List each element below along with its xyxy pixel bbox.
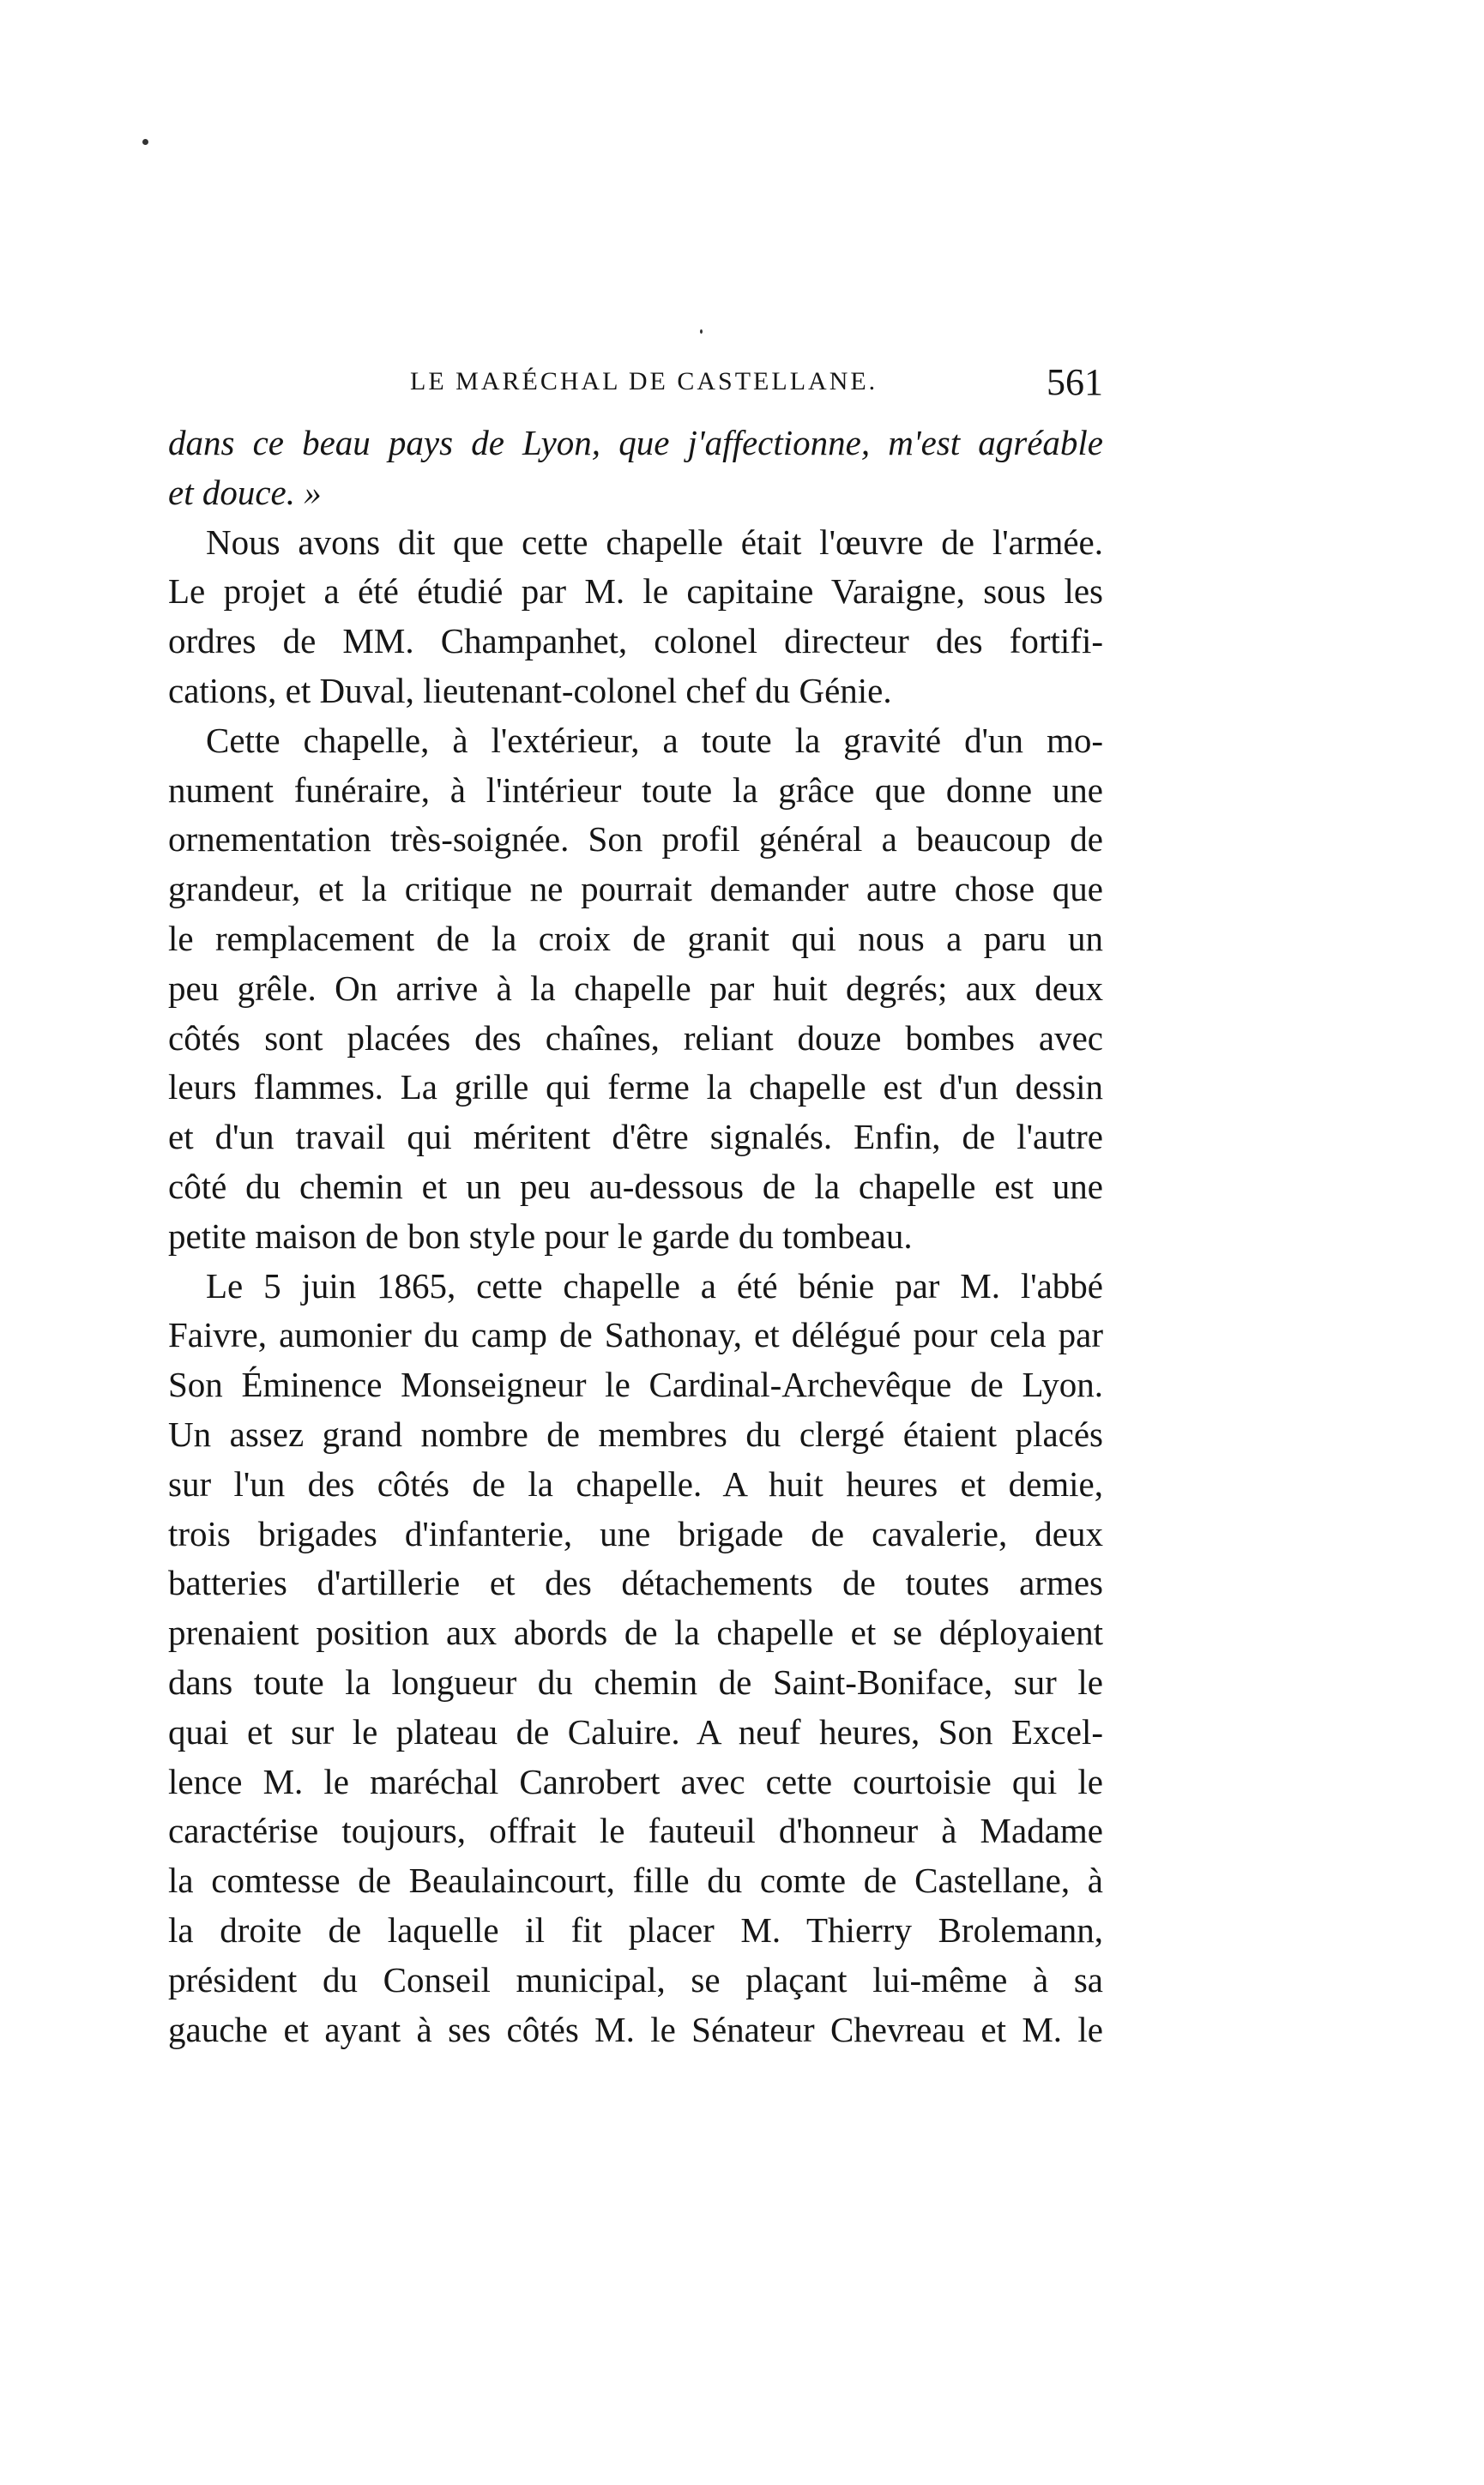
text-line: sur l'un des côtés de la chapelle. A huit heures et demie, [168,1463,1103,1504]
text-line: et d'un travail qui méritent d'être signalés. Enfin, de l'autre [168,1117,1103,1157]
text-line: Faivre, aumonier du camp de Sathonay, et délégué pour cela par [168,1315,1103,1355]
text-line: prenaient position aux abords de la chapelle et se déployaient [168,1613,1103,1653]
text-line: caractérise toujours, offrait le fauteuil d'honneur à Madame [168,1811,1103,1851]
text-line: ordres de MM. Champanhet, colonel directeur des fortifi- [168,621,1103,661]
text-line: quai et sur le plateau de Caluire. A neuf heures, Son Excel- [168,1711,1103,1752]
text-line: petite maison de bon style pour le garde du tombeau. [168,1215,913,1256]
text-line: Le projet a été étudié par M. le capitaine Varaigne, sous les [168,571,1103,612]
text-line: leurs flammes. La grille qui ferme la chapelle est d'un dessin [168,1067,1103,1107]
running-title: LE MARÉCHAL DE CASTELLANE. [410,367,878,395]
text-line: côté du chemin et un peu au-dessous de la chapelle est une [168,1166,1103,1206]
text-line: côtés sont placées des chaînes, reliant douze bombes avec [168,1017,1103,1058]
page-number: 561 [1047,361,1103,403]
text-line: la droite de laquelle il fit placer M. Thierry Brolemann, [168,1909,1103,1950]
text-line: grandeur, et la critique ne pourrait demander autre chose que [168,869,1103,909]
text-line: batteries d'artillerie et des détachements de toutes armes [168,1563,1103,1603]
text-line: gauche et ayant à ses côtés M. le Sénateur Chevreau et M. le [168,2009,1103,2049]
text-line: la comtesse de Beaulaincourt, fille du comte de Castellane, à [168,1861,1103,1901]
text-line: dans toute la longueur du chemin de Saint-Boniface, sur le [168,1662,1103,1702]
text-line: lence M. le maréchal Canrobert avec cette courtoisie qui le [168,1761,1103,1801]
text-line: le remplacement de la croix de granit qui nous a paru un [168,918,1103,958]
ink-speck [700,329,703,334]
paragraph-start-line: Le 5 juin 1865, cette chapelle a été bénie par M. l'abbé [206,1265,1103,1306]
text-line: nument funéraire, à l'intérieur toute la grâce que donne une [168,769,1103,810]
paragraph-start-line: Cette chapelle, à l'extérieur, a toute la gravité d'un mo- [206,720,1103,760]
text-line: président du Conseil municipal, se plaçant lui-même à sa [168,1959,1103,1999]
text-line: dans ce beau pays de Lyon, que j'affectionne, m'est agréable [168,423,1103,462]
text-line: ornementation très-soignée. Son profil général a beaucoup de [168,819,1103,859]
ink-speck [142,139,148,145]
paragraph-start-line: Nous avons dit que cette chapelle était l'œuvre de l'armée. [206,522,1103,562]
running-head [168,360,1103,412]
text-line: cations, et Duval, lieutenant-colonel chef du Génie. [168,670,892,710]
body-text [168,419,1103,2054]
text-line: Un assez grand nombre de membres du clergé étaient placés [168,1414,1103,1454]
text-line: Son Éminence Monseigneur le Cardinal-Archevêque de Lyon. [168,1365,1103,1405]
text-line: et douce. » [168,472,322,512]
text-line: trois brigades d'infanterie, une brigade de cavalerie, deux [168,1513,1103,1553]
text-line: peu grêle. On arrive à la chapelle par huit degrés; aux deux [168,968,1103,1008]
